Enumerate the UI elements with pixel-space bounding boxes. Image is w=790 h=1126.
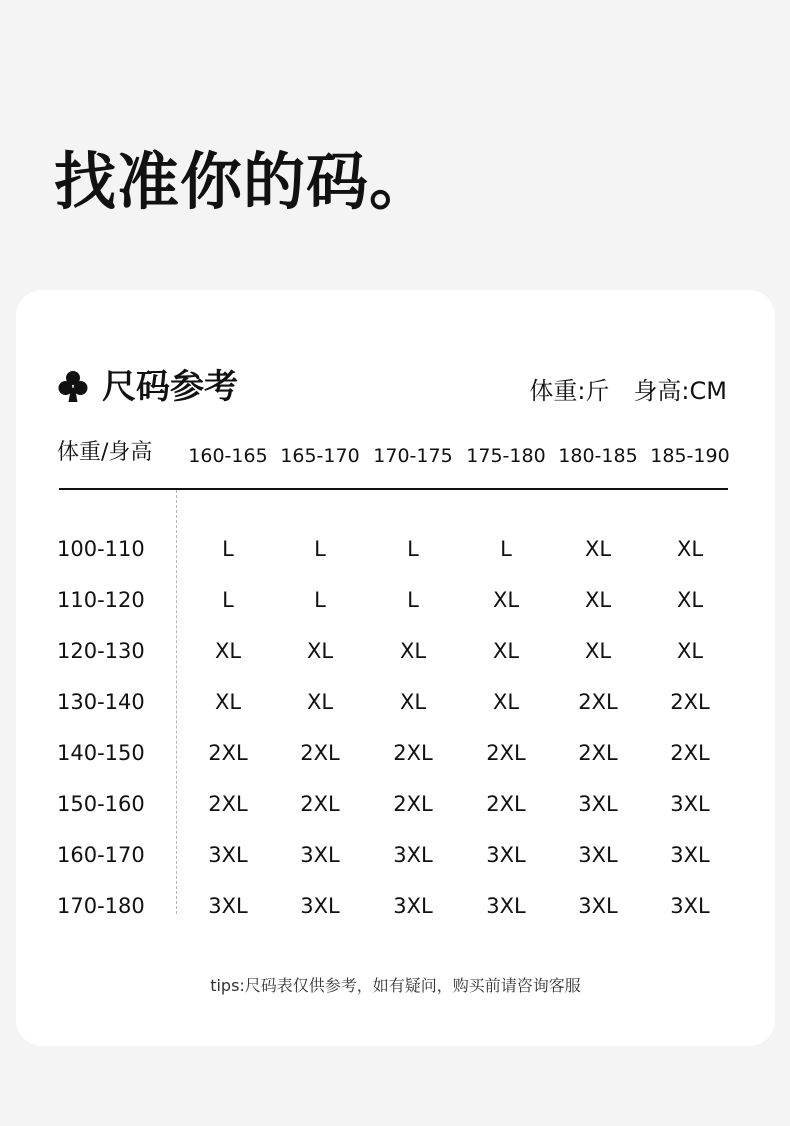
row-label: 160-170 (57, 843, 145, 867)
size-cell: XL (492, 639, 520, 663)
size-cell: 3XL (578, 894, 618, 918)
weight-unit-label: 体重:斤 (529, 377, 610, 405)
size-cell: XL (676, 639, 704, 663)
size-cell: L (222, 537, 234, 561)
size-cell: XL (584, 588, 612, 612)
size-cell: 2XL (578, 741, 618, 765)
size-cell: 3XL (670, 792, 710, 816)
header-divider (59, 488, 728, 490)
size-cell: 2XL (393, 741, 433, 765)
size-cell: L (314, 588, 326, 612)
size-cell: XL (492, 690, 520, 714)
size-cell: XL (306, 690, 334, 714)
size-cell: XL (676, 537, 704, 561)
size-cell: 2XL (300, 792, 340, 816)
size-cell: XL (492, 588, 520, 612)
column-header: 170-175 (373, 445, 453, 467)
size-cell: 3XL (300, 894, 340, 918)
size-cell: L (222, 588, 234, 612)
size-cell: 2XL (208, 741, 248, 765)
size-cell: XL (584, 537, 612, 561)
size-cell: 3XL (578, 843, 618, 867)
row-label: 140-150 (57, 741, 145, 765)
height-unit-label: 身高:CM (633, 377, 727, 405)
size-cell: 3XL (486, 843, 526, 867)
size-cell: 3XL (208, 894, 248, 918)
size-cell: XL (399, 639, 427, 663)
column-header: 160-165 (188, 445, 268, 467)
size-cell: 2XL (393, 792, 433, 816)
size-cell: 3XL (393, 894, 433, 918)
row-label: 170-180 (57, 894, 145, 918)
unit-note (529, 374, 727, 408)
size-cell: 3XL (486, 894, 526, 918)
club-icon (58, 370, 88, 404)
page-headline: 找准你的码。 (54, 145, 433, 218)
size-cell: 3XL (300, 843, 340, 867)
size-cell: XL (214, 690, 242, 714)
column-header: 165-170 (280, 445, 360, 467)
row-label: 150-160 (57, 792, 145, 816)
row-label: 100-110 (57, 537, 145, 561)
size-cell: 2XL (670, 690, 710, 714)
section-header (58, 362, 238, 412)
size-cell: 3XL (670, 843, 710, 867)
tips-text: tips:尺码表仅供参考，如有疑问，购买前请咨询客服 (210, 976, 581, 995)
size-cell: 2XL (486, 741, 526, 765)
size-cell: L (314, 537, 326, 561)
column-header: 175-180 (466, 445, 546, 467)
size-cell: XL (306, 639, 334, 663)
section-title: 尺码参考 (102, 367, 238, 407)
size-cell: L (500, 537, 512, 561)
size-cell: L (407, 588, 419, 612)
table-corner-label: 体重/身高 (57, 440, 153, 465)
row-label: 130-140 (57, 690, 145, 714)
size-cell: 3XL (393, 843, 433, 867)
row-label: 110-120 (57, 588, 145, 612)
size-chart-card (16, 290, 775, 1046)
size-cell: XL (214, 639, 242, 663)
size-cell: XL (676, 588, 704, 612)
size-cell: 2XL (578, 690, 618, 714)
row-label: 120-130 (57, 639, 145, 663)
column-header: 185-190 (650, 445, 730, 467)
label-column-divider (176, 490, 177, 914)
size-cell: XL (584, 639, 612, 663)
size-cell: 2XL (300, 741, 340, 765)
size-cell: XL (399, 690, 427, 714)
size-cell: L (407, 537, 419, 561)
size-cell: 3XL (578, 792, 618, 816)
size-cell: 3XL (670, 894, 710, 918)
size-cell: 2XL (670, 741, 710, 765)
size-cell: 2XL (208, 792, 248, 816)
size-cell: 2XL (486, 792, 526, 816)
column-header: 180-185 (558, 445, 638, 467)
size-cell: 3XL (208, 843, 248, 867)
